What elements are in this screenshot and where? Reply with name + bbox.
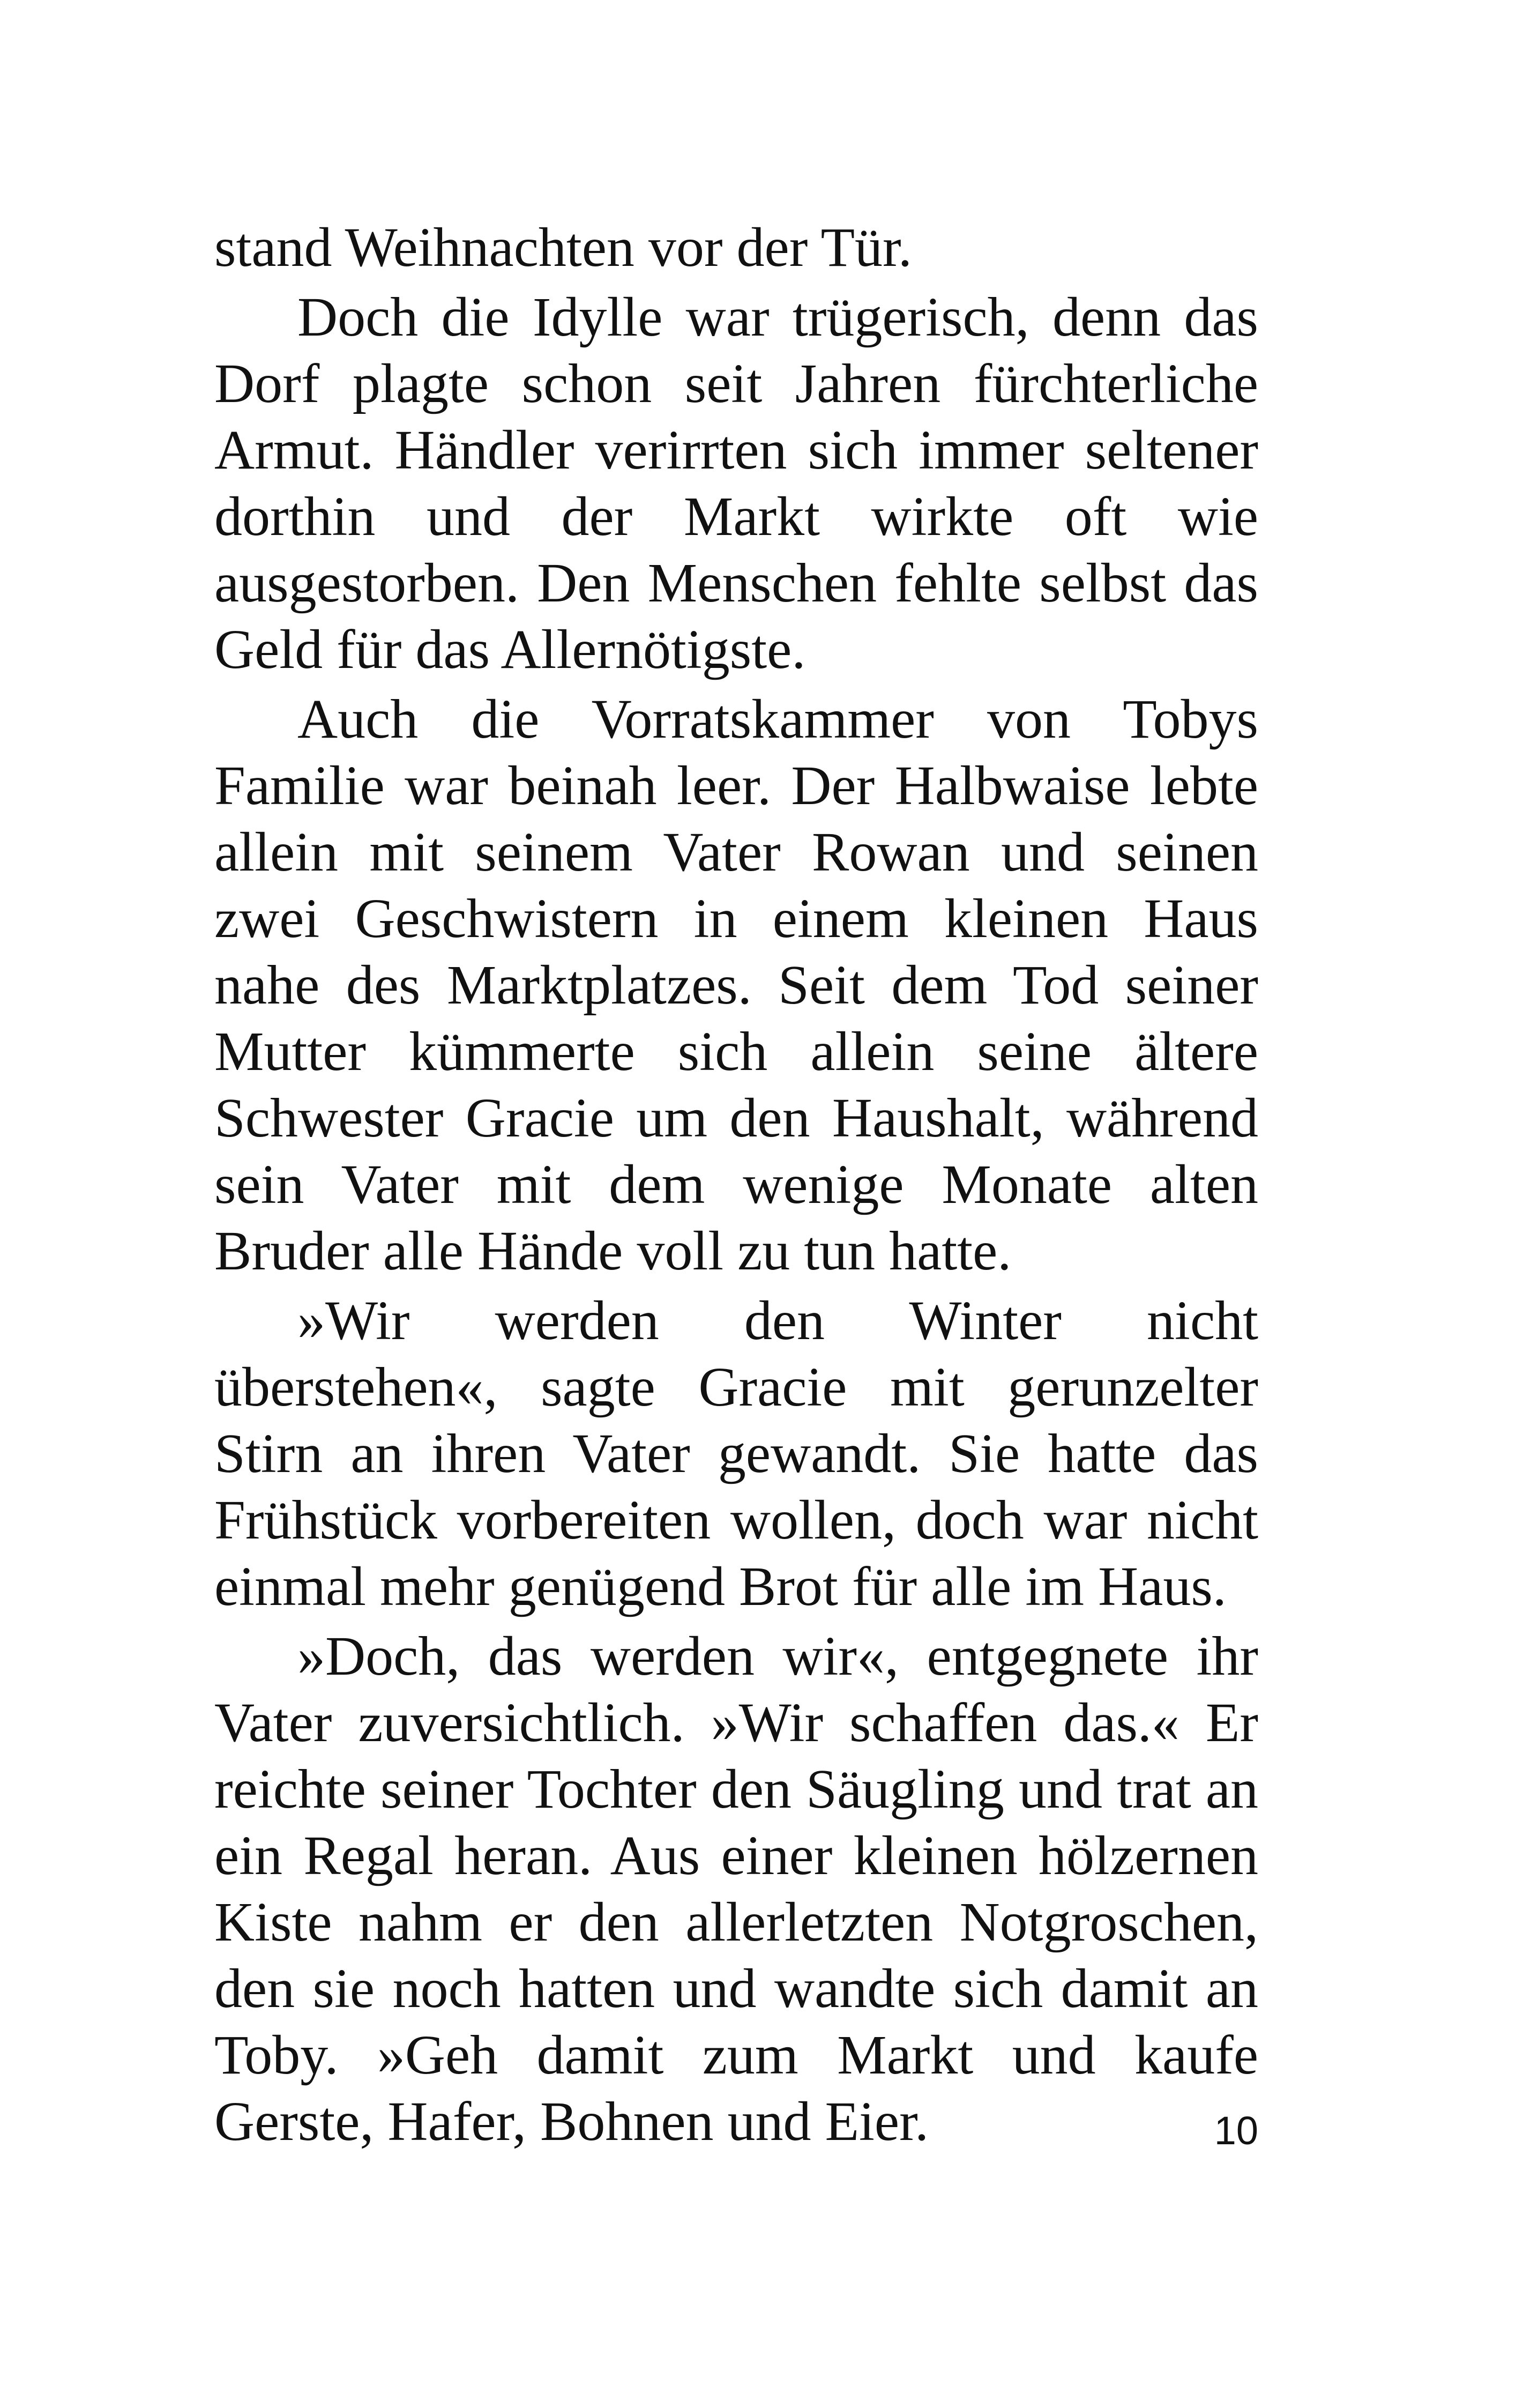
book-page-text (214, 214, 1258, 2158)
paragraph-father-dialogue: »Doch, das werden wir«, entgegnete ihr Vater zuversichtlich. »Wir schaffen das.« Er reichte seiner Tochter den Säugling und trat an ein Regal heran. Aus einer kleinen hölzernen Kiste nahm er den allerletzten Notgroschen, den sie noch hatten und wandte sich damit an Toby. »Geh damit zum Markt und kaufe Gerste, Hafer, Bohnen und Eier. (214, 1625, 1258, 2152)
page-number: 10 (1214, 2108, 1258, 2153)
paragraph-continuation: stand Weihnachten vor der Tür. (214, 217, 912, 278)
paragraph-family: Auch die Vorratskammer von Tobys Familie war beinah leer. Der Halbwaise lebte allein mit seinem Vater Rowan und seinen zwei Geschwistern in einem kleinen Haus nahe des Marktplatzes. Seit dem Tod seiner Mutter kümmerte sich allein seine ältere Schwester Gracie um den Haushalt, während sein Vater mit dem wenige Monate alten Bruder alle Hände voll zu tun hatte. (214, 688, 1258, 1282)
paragraph-gracie-dialogue: »Wir werden den Winter nicht überstehen«, sagte Gracie mit gerunzelter Stirn an ihren Vater gewandt. Sie hatte das Frühstück vorbereiten wollen, doch war nicht einmal mehr genügend Brot für alle im Haus. (214, 1290, 1258, 1617)
paragraph-idyll: Doch die Idylle war trügerisch, denn das Dorf plagte schon seit Jahren fürchterliche Armut. Händler verirrten sich immer seltener dorthin und der Markt wirkte oft wie ausgestorben. Den Menschen fehlte selbst das Geld für das Allernötigste. (214, 286, 1258, 680)
